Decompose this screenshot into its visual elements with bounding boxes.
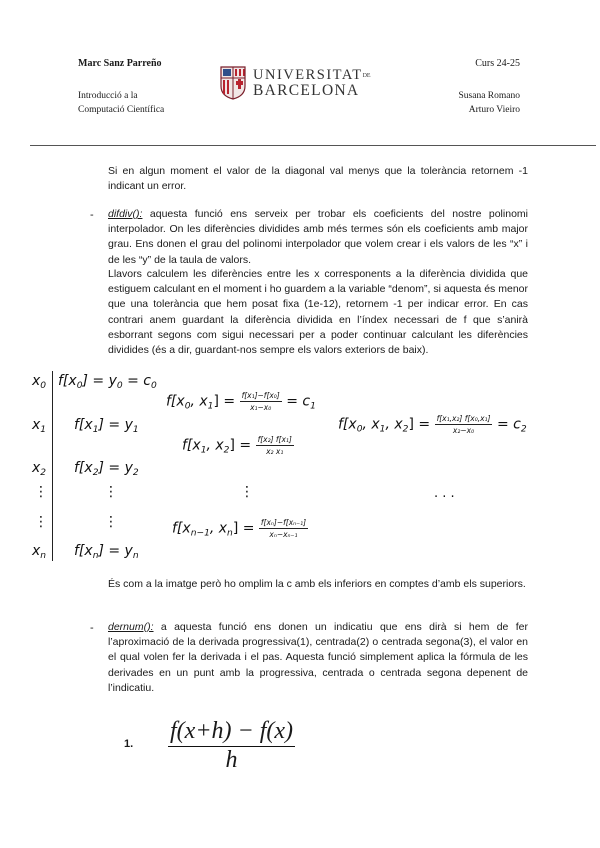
logo-barcelona-text: BARCELONA <box>253 82 360 99</box>
dd-hdots: · · · <box>434 490 455 505</box>
dd-x1-x2: $f[x_1$, $x_2$] = $\frac{\text{f[x₂] f[x₁]}}{\text{x₂ x₁}}$ <box>182 435 292 456</box>
table-x2: $x_2$ <box>32 460 47 478</box>
difdiv-paragraph <box>108 207 528 268</box>
dd-x0-x1: $f[x_0$, $x_1$] = $\frac{\text{f[x₁]−f[x₀]}}{\text{x₁−x₀}}$ = $c_1$ <box>166 391 316 412</box>
subject-name <box>78 89 208 117</box>
forward-difference-formula <box>168 718 295 773</box>
teacher-2: Arturo Vieiro <box>468 105 520 115</box>
university-crest-icon <box>220 66 246 100</box>
dd-x0-x1-fraction: $\frac{\text{f[x₁]−f[x₀]}}{\text{x₁−x₀}}$ <box>241 391 280 412</box>
teachers <box>459 89 520 117</box>
difdiv-function-name: difdiv(): <box>108 208 143 220</box>
formula-number: 1. <box>124 738 134 750</box>
dernum-paragraph <box>108 620 528 696</box>
dd-mid-vdots: ⋮ <box>240 484 254 500</box>
dd-x0-x1-x2-fraction: $\frac{\text{f[x₁,x₂] f[x₀,x₁]}}{\text{x₂−x₀}}$ <box>436 414 491 435</box>
table-vdots-2: ⋮ <box>34 514 48 530</box>
author-name: Marc Sanz Parreño <box>78 58 162 69</box>
dd-xn1-xn-fraction: $\frac{\text{f[xₙ]−f[xₙ₋₁]}}{\text{xₙ−xₙ₋₁}}$ <box>260 518 307 539</box>
difdiv-bullet: - <box>90 209 94 221</box>
difdiv-text-1: aquesta funció ens serveix per trobar els coeficients del nostre polinomi interpolador. On les diferències dividides amb més termes són els coeficients amb major grau. Ens donen el grau del polinomi interpolador que volem crear i els valors de les “x” i de les “y” de la taula de valors. <box>108 208 528 266</box>
after-table-paragraph: És com a la imatge però ho omplim la c amb els inferiors en comptes d’amb els superiors. <box>108 578 526 590</box>
table-vdots-1: ⋮ <box>34 484 48 500</box>
university-logo <box>220 66 371 100</box>
table-col1-vdots-1: ⋮ <box>104 484 118 500</box>
table-xn: $x_n$ <box>32 543 47 561</box>
difdiv-paragraph-2: Llavors calculem les diferències entre les x corresponents a la diferència dividida que estiguem calculant en el moment i ho guardem a la variable “denom”, si aquesta és menor que una tolerància que hem posat fixa (1e-12), retornem -1 per indicar error. En cas contrari anem guardant la diferència dividida en l’índex necessari de f que s’anirà esborrant segons com sigui necessari per a poder continuar calculant les diferències dividides (és a dir, guardant-nos sempre els valors exteriors de baix). <box>108 268 528 357</box>
formula-denominator: h <box>225 747 238 773</box>
table-col1-vdots-2: ⋮ <box>104 514 118 530</box>
dd-x1-x2-fraction: $\frac{\text{f[x₂] f[x₁]}}{\text{x₂ x₁}}$ <box>257 435 292 456</box>
table-f-xn: $f[x_n] = y_n$ <box>74 543 139 561</box>
table-separator-line <box>52 371 53 561</box>
dernum-function-name: dernum(): <box>108 621 154 633</box>
table-x0: $x_0$ <box>32 373 47 391</box>
course-year: Curs 24-25 <box>475 58 520 69</box>
table-f-x1: $f[x_1] = y_1$ <box>74 417 139 435</box>
table-f-x2: $f[x_2] = y_2$ <box>74 460 139 478</box>
subject-line-2: Computació Científica <box>78 105 165 115</box>
table-f-x0: $f[x_0] = y_0 = c_0$ <box>58 373 157 391</box>
dernum-text: a aquesta funció ens donen un indicatiu que ens dirà si hem de fer l’aproximació de la derivada progressiva(1), centrada(2) o centrada segona(3), el valor en el qual volen fer la derivada i el pas. Aquesta funció simplement aplica la fórmula de les derivades en un punt amb la progressiva, centrada o centrada segona depenent de l’indicatiu. <box>108 621 528 694</box>
dd-xn1-xn: $f[x_{n-1}$, $x_n$] = $\frac{\text{f[xₙ]−f[xₙ₋₁]}}{\text{xₙ−xₙ₋₁}}$ <box>172 518 307 539</box>
subject-line-1: Introducció a la <box>78 91 138 101</box>
logo-university-text: UNIVERSITATDE <box>253 67 371 83</box>
dd-x0-x1-x2: $f[x_0$, $x_1$, $x_2$] = $\frac{\text{f[x₁,x₂] f[x₀,x₁]}}{\text{x₂−x₀}}$ = $c_2$ <box>338 414 527 435</box>
formula-numerator: f(x+h) − f(x) <box>168 718 295 747</box>
header-divider <box>30 145 596 146</box>
dernum-bullet: - <box>90 622 94 634</box>
table-x1: $x_1$ <box>32 417 47 435</box>
teacher-1: Susana Romano <box>458 91 520 101</box>
intro-paragraph: Si en algun moment el valor de la diagonal val menys que la tolerància retornem -1 indicant un error. <box>108 165 528 193</box>
